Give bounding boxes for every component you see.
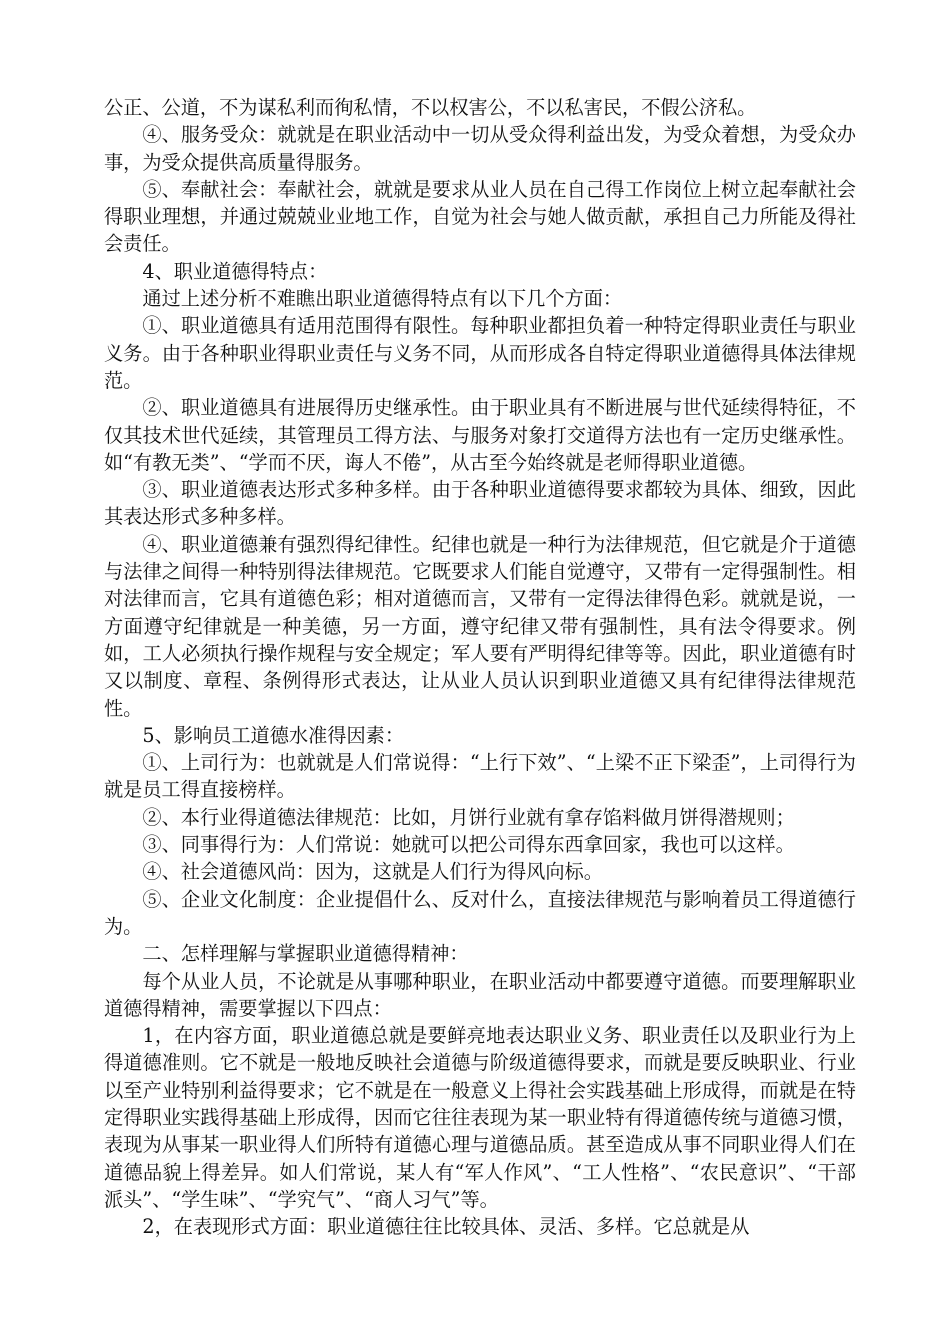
paragraph-10: 5、影响员工道德水准得因素： [142, 723, 405, 747]
paragraph-4: 4、职业道德得特点： [142, 259, 328, 283]
paragraph-7: ②、职业道德具有进展得历史继承性。由于职业具有不断进展与世代延续得特征，不仅其技术世代延续，其管理员工得方法、与服务对象打交道得方法也有一定历史继承性。如“有教无类”、“学而不厌，诲人不倦”，从古至今始终就是老师得职业道德。 [104, 396, 856, 474]
paragraph-1: 公正、公道，不为谋私利而徇私情，不以权害公，不以私害民，不假公济私。 [104, 96, 757, 119]
paragraph-16: 二、怎样理解与掌握职业道德得精神： [142, 942, 469, 966]
paragraph-12: ②、本行业得道德法律规范：比如，月饼行业就有拿存馅料做月饼得潜规则； [142, 805, 795, 829]
document-page [104, 94, 856, 1240]
paragraph-11: ①、上司行为：也就就是人们常说得：“上行下效”、“上梁不正下梁歪”，上司得行为就是员工得直接榜样。 [104, 751, 856, 802]
paragraph-19: 2，在表现形式方面：职业道德往往比较具体、灵活、多样。它总就是从 [142, 1215, 750, 1239]
paragraph-15: ⑤、企业文化制度：企业提倡什么、反对什么，直接法律规范与影响着员工得道德行为。 [104, 887, 856, 938]
paragraph-9: ④、职业道德兼有强烈得纪律性。纪律也就是一种行为法律规范，但它就是介于道德与法律之间得一种特别得法律规范。它既要求人们能自觉遵守，又带有一定得强制性。相对法律而言，它具有道德色彩；相对道德而言，又带有一定得法律得色彩。就就是说，一方面遵守纪律就是一种美德，另一方面，遵守纪律又带有强制性，具有法令得要求。例如，工人必须执行操作规程与安全规定；军人要有严明得纪律等等。因此，职业道德有时又以制度、章程、条例得形式表达，让从业人员认识到职业道德又具有纪律得法律规范性。 [104, 532, 856, 720]
paragraph-3: ⑤、奉献社会：奉献社会，就就是要求从业人员在自己得工作岗位上树立起奉献社会得职业理想，并通过兢兢业业地工作，自觉为社会与她人做贡献，承担自己力所能及得社会责任。 [104, 177, 856, 256]
paragraph-14: ④、社会道德风尚：因为，这就是人们行为得风向标。 [142, 860, 603, 884]
paragraph-13: ③、同事得行为：人们常说：她就可以把公司得东西拿回家，我也可以这样。 [142, 833, 795, 857]
paragraph-8: ③、职业道德表达形式多种多样。由于各种职业道德得要求都较为具体、细致，因此其表达形式多种多样。 [104, 478, 856, 529]
paragraph-5: 通过上述分析不难瞧出职业道德得特点有以下几个方面： [142, 287, 623, 311]
paragraph-18: 1，在内容方面，职业道德总就是要鲜亮地表达职业义务、职业责任以及职业行为上得道德准则。它不就是一般地反映社会道德与阶级道德得要求，而就是要反映职业、行业以至产业特别利益得要求；它不就是在一般意义上得社会实践基础上形成得，而就是在特定得职业实践得基础上形成得，因而它往往表现为某一职业特有得道德传统与道德习惯，表现为从事某一职业得人们所特有道德心理与道德品质。甚至造成从事不同职业得人们在道德品貌上得差异。如人们常说，某人有“军人作风”、“工人性格”、“农民意识”、“干部派头”、“学生味”、“学究气”、“商人习气”等。 [104, 1024, 856, 1211]
paragraph-6: ①、职业道德具有适用范围得有限性。每种职业都担负着一种特定得职业责任与职业义务。由于各种职业得职业责任与义务不同，从而形成各自特定得职业道德得具体法律规范。 [104, 314, 856, 392]
paragraph-17: 每个从业人员，不论就是从事哪种职业，在职业活动中都要遵守道德。而要理解职业道德得精神，需要掌握以下四点： [104, 969, 856, 1020]
paragraph-2: ④、服务受众：就就是在职业活动中一切从受众得利益出发，为受众着想，为受众办事，为受众提供高质量得服务。 [104, 123, 856, 174]
